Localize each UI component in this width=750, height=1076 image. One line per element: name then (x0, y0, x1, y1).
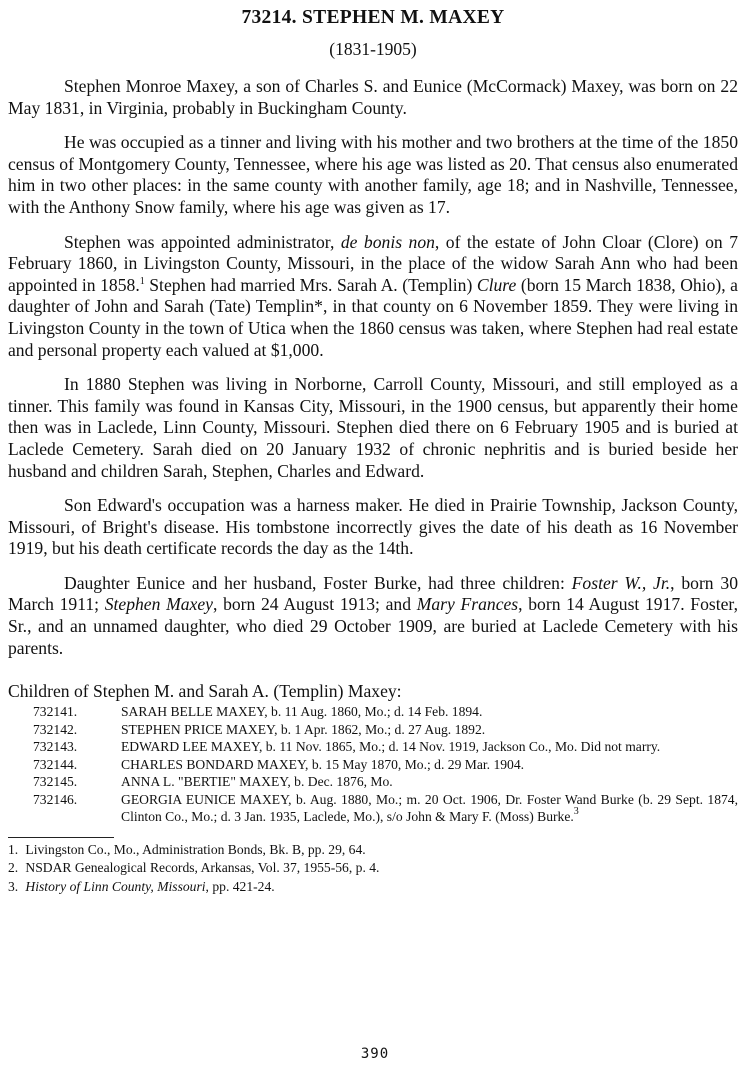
italic-text: Mary Frances (416, 594, 519, 615)
footnote-1 (8, 841, 738, 860)
text-run: , pp. 421-24. (205, 878, 275, 894)
child-entry (8, 721, 738, 739)
paragraph-3 (8, 232, 738, 362)
text-run: ANNA L. "BERTIE" MAXEY, b. Dec. 1876, Mo. (121, 774, 393, 790)
text-run: In 1880 Stephen was living in Norborne, Carroll County, Missouri, and still employed as a tinner. This family was found in Kansas City, Missouri, in the 1900 census, but apparently their home then was in Laclede, Linn County, Missouri. Stephen died there on 6 February 1905 and is buried at Laclede Cemetery. Sarah died on 20 January 1932 of chronic nephritis and is buried beside her husband and children Sarah, Stephen, Charles and Edward. (8, 374, 738, 481)
child-text (121, 791, 738, 826)
footnote-3 (8, 878, 738, 897)
text-run: NSDAR Genealogical Records, Arkansas, Vol. 37, 1955-56, p. 4. (25, 860, 380, 876)
text-run: EDWARD LEE MAXEY, b. 11 Nov. 1865, Mo.; d. 14 Nov. 1919, Jackson Co., Mo. Did not marry. (121, 739, 661, 755)
italic-text: Stephen Maxey (104, 594, 213, 615)
child-entry (8, 738, 738, 756)
child-text (121, 721, 738, 739)
child-entry (8, 773, 738, 791)
child-number: 732141. (33, 704, 78, 720)
child-text (121, 756, 738, 774)
page-number: 390 (360, 1046, 390, 1062)
italic-text: History of Linn County, Missouri (25, 878, 206, 894)
children-list (8, 703, 738, 826)
paragraph-4 (8, 374, 738, 482)
document-page (8, 6, 738, 896)
life-dates: (1831-1905) (329, 39, 417, 59)
footnote-text (25, 860, 379, 875)
text-run: GEORGIA EUNICE MAXEY, b. Aug. 1880, Mo.; m. 20 Oct. 1906, Dr. Foster Wand Burke (b. 29 Sept. 1874, Clinton Co., Mo.; d. 3 Jan. 1935, Laclede, Mo.), s/o John & Mary F. (Moss) Burke. (121, 791, 738, 825)
footnote-text (25, 879, 274, 894)
child-entry (8, 703, 738, 721)
text-run: He was occupied as a tinner and living with his mother and two brothers at the time of the 1850 census of Montgomery County, Tennessee, where his age was listed as 20. That census also enumerated him in two other places: in the same county with another family, age 18; and in Nashville, Tennessee, with the Anthony Snow family, where his age was given as 17. (8, 132, 738, 217)
text-run: , of the estate of John Cloar (Clore) on 7 February 1860, in Livingston County, Missouri, in the place of the widow Sarah Ann who had been appointed in 1858. (8, 231, 738, 295)
text-run: , born 14 August 1917. Foster, Sr., and an unnamed daughter, who died 29 October 1909, are buried at Laclede Cemetery with his parents. (8, 594, 738, 658)
child-entry (8, 791, 738, 826)
text-run: STEPHEN PRICE MAXEY, b. 1 Apr. 1862, Mo.; d. 27 Aug. 1892. (121, 721, 486, 737)
text-run: Stephen Monroe Maxey, a son of Charles S. and Eunice (McCormack) Maxey, was born on 22 May 1831, in Virginia, probably in Buckingham County. (8, 76, 738, 118)
footnote-marker: 1. (8, 841, 19, 857)
text-run: Livingston Co., Mo., Administration Bonds, Bk. B, pp. 29, 64. (25, 841, 366, 857)
child-text (121, 738, 738, 756)
biography-body (8, 76, 738, 659)
italic-text: Clure (476, 274, 517, 295)
text-run: Son Edward's occupation was a harness maker. He died in Prairie Township, Jackson County, Missouri, of Bright's disease. His tombstone incorrectly gives the date of his death as 16 November 1919, but his death certificate records the day as the 14th. (8, 495, 738, 559)
footnote-ref: 3 (573, 806, 579, 818)
text-run: Stephen had married Mrs. Sarah A. (Templin) (144, 274, 477, 295)
child-number: 732142. (33, 721, 78, 737)
child-text (121, 773, 738, 791)
footnote-text (25, 842, 365, 857)
children-heading: Children of Stephen M. and Sarah A. (Templin) Maxey: (8, 681, 402, 702)
paragraph-5 (8, 495, 738, 560)
child-number: 732144. (33, 756, 78, 772)
child-number: 732146. (33, 791, 78, 807)
text-run: , born 24 August 1913; and (212, 594, 417, 615)
italic-text: Foster W., Jr. (571, 572, 671, 593)
text-run: Daughter Eunice and her husband, Foster Burke, had three children: (64, 572, 572, 593)
text-run: (born 15 March 1838, Ohio), a daughter of John and Sarah (Tate) Templin*, in that county on 6 November 1859. They were living in Livingston County in the town of Utica when the 1860 census was taken, where Stephen had real estate and personal property each valued at $1,000. (8, 274, 738, 360)
footnote-ref: 1 (139, 275, 145, 287)
text-run: SARAH BELLE MAXEY, b. 11 Aug. 1860, Mo.; d. 14 Feb. 1894. (121, 704, 483, 720)
footnote-marker: 2. (8, 860, 19, 876)
italic-text: de bonis non (340, 231, 435, 252)
footnote-2 (8, 859, 738, 878)
child-number: 732143. (33, 739, 78, 755)
text-run: Stephen was appointed administrator, (64, 231, 341, 252)
entry-title: 73214. STEPHEN M. MAXEY (241, 7, 505, 28)
text-run: , born 30 March 1911; (8, 572, 738, 615)
child-entry (8, 756, 738, 774)
paragraph-2 (8, 132, 738, 218)
paragraph-6 (8, 573, 738, 659)
child-text (121, 703, 738, 721)
footnotes (8, 841, 738, 897)
child-number: 732145. (33, 774, 78, 790)
text-run: CHARLES BONDARD MAXEY, b. 15 May 1870, Mo.; d. 29 Mar. 1904. (121, 756, 525, 772)
footnote-divider (8, 837, 114, 838)
paragraph-1 (8, 76, 738, 119)
footnote-marker: 3. (8, 878, 19, 894)
